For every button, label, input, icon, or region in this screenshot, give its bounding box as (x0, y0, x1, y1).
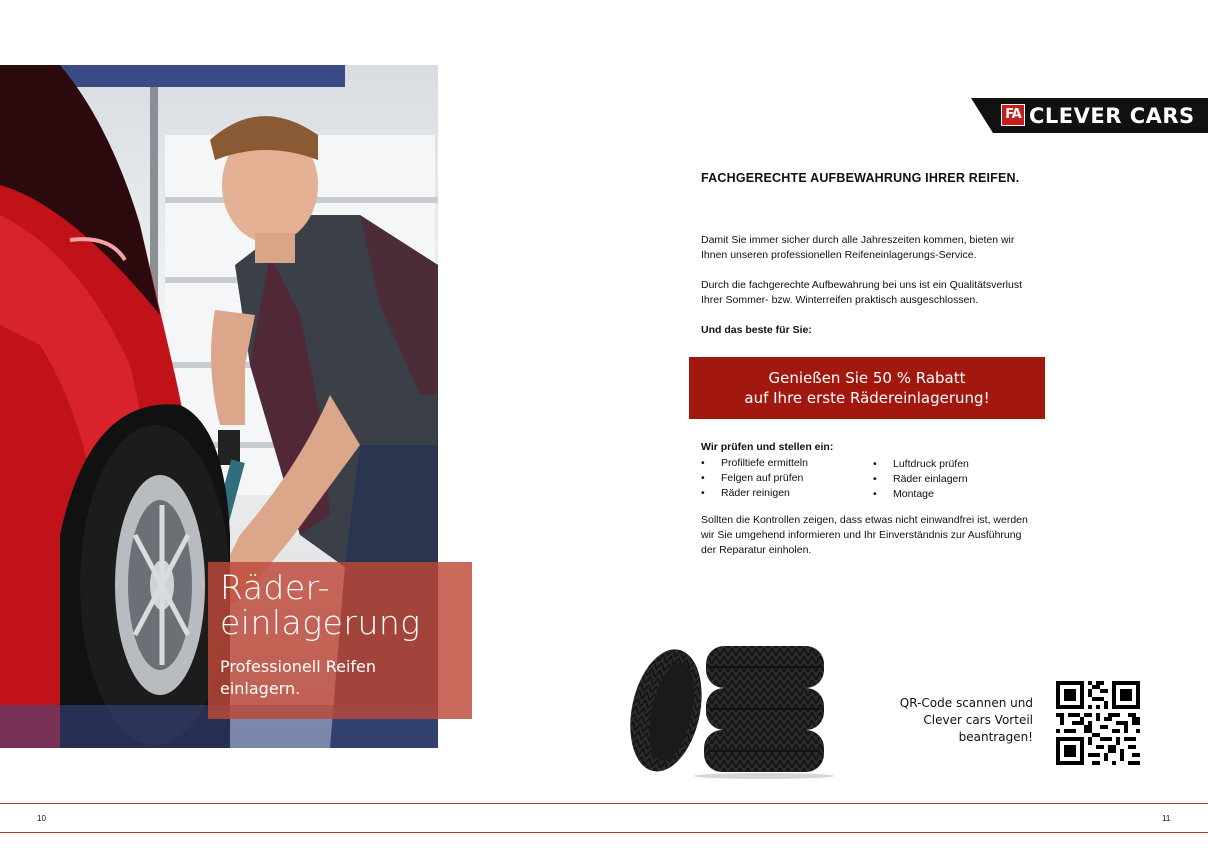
list-item: • Felgen auf prüfen (701, 471, 808, 486)
paragraph-storage (701, 278, 1041, 308)
qr-instruction-line: QR-Code scannen und (899, 696, 1033, 710)
paragraph-line: Durch die fachgerechte Aufbewahrung bei uns ist ein Qualitätsverlust (701, 279, 1023, 291)
tire-stack-image (624, 640, 834, 780)
clever-cars-logo (971, 98, 1208, 133)
qr-code[interactable] (1056, 681, 1140, 765)
list-item: • Räder einlagern (873, 472, 969, 487)
promo-line2: auf Ihre erste Rädereinlagerung! (744, 389, 990, 407)
qr-instruction (880, 695, 1033, 746)
promo-line1: Genießen Sie 50 % Rabatt (768, 369, 966, 387)
tire-stack-icon (624, 640, 834, 780)
section-headline: FACHGERECHTE AUFBEWAHRUNG IHRER REIFEN. (701, 171, 1020, 185)
logo-name: CLEVER CARS (1029, 104, 1195, 128)
paragraph-intro (701, 233, 1041, 263)
paragraph-line: der Reparatur einholen. (701, 544, 812, 556)
footer-divider-top (0, 803, 1208, 804)
paragraph-line: Sollten die Kontrollen zeigen, dass etwas nicht einwandfrei ist, werden (701, 514, 1028, 526)
checks-list-right (873, 457, 969, 502)
paragraph-repair (701, 513, 1041, 558)
paragraph-line: Ihnen unseren professionellen Reifeneinlagerungs-Service. (701, 249, 977, 261)
qr-instruction-line: Clever cars Vorteil (923, 713, 1033, 727)
logo-mark: FA (1001, 104, 1025, 126)
page-subtitle-line2: einlagern. (220, 679, 301, 698)
title-box (208, 562, 472, 719)
list-item: • Montage (873, 487, 969, 502)
list-item: • Räder reinigen (701, 486, 808, 501)
page-title-line2: einlagerung (220, 603, 421, 642)
checks-list-left (701, 456, 808, 501)
list-item: • Profiltiefe ermitteln (701, 456, 808, 471)
page-subtitle-line1: Professionell Reifen (220, 657, 377, 676)
page-title-line1: Räder- (220, 568, 331, 607)
list-item: • Luftdruck prüfen (873, 457, 969, 472)
qr-code-icon (1056, 681, 1140, 765)
checks-title: Wir prüfen und stellen ein: (701, 441, 834, 453)
page-number-right: 11 (1162, 814, 1171, 823)
paragraph-bonus-lead: Und das beste für Sie: (701, 324, 812, 336)
page-number-left: 10 (37, 814, 46, 823)
qr-instruction-line: beantragen! (958, 730, 1033, 744)
paragraph-line: Damit Sie immer sicher durch alle Jahreszeiten kommen, bieten wir (701, 234, 1015, 246)
promo-banner (689, 357, 1045, 419)
page-subtitle (220, 656, 460, 700)
footer-divider-bottom (0, 832, 1208, 833)
paragraph-line: wir Sie umgehend informieren und Ihr Einverständnis zur Ausführung (701, 529, 1022, 541)
paragraph-line: Ihrer Sommer- bzw. Winterreifen praktisch ausgeschlossen. (701, 294, 979, 306)
page-title (220, 570, 460, 640)
